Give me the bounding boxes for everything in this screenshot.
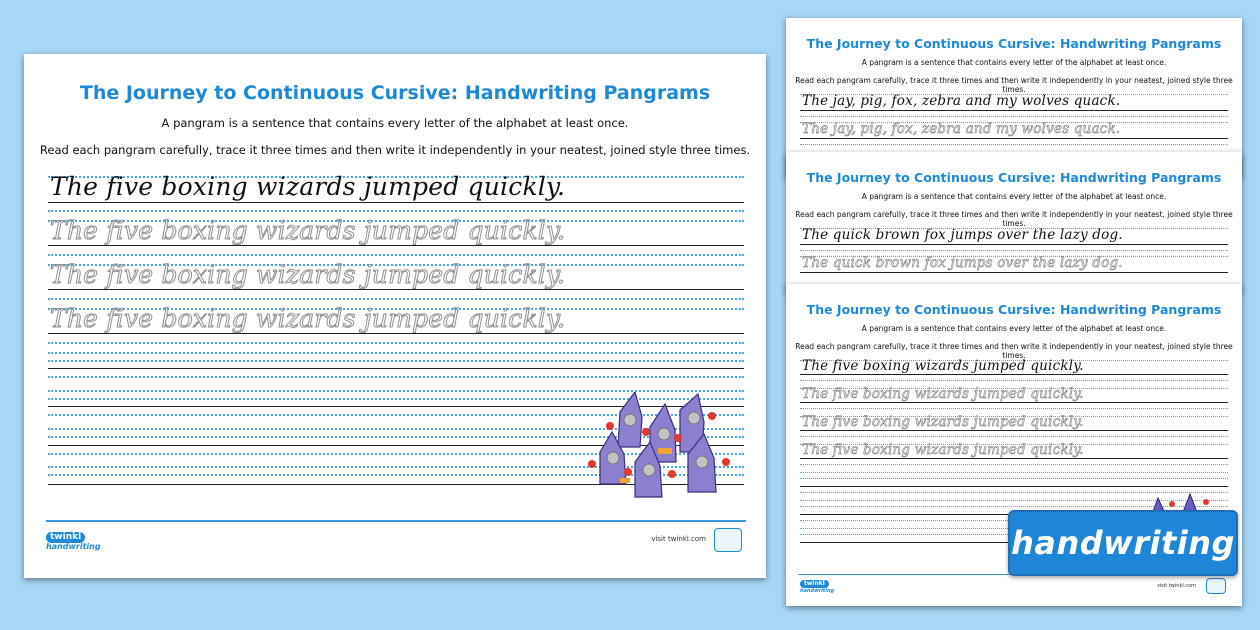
worksheet-title: The Journey to Continuous Cursive: Handwriting Pangrams: [79, 82, 711, 104]
guide-base-line: [800, 272, 1228, 273]
trace-sentence: The quick brown fox jumps over the lazy dog.: [802, 255, 1123, 271]
trace-sentence: The five boxing wizards jumped quickly.: [50, 260, 566, 289]
trace-sentence: The jay, pig, fox, zebra and my wolves quack.: [802, 121, 1121, 137]
model-sentence: The jay, pig, fox, zebra and my wolves quack.: [802, 93, 1121, 109]
footer-url: visit twinkl.com: [651, 535, 706, 543]
guide-dotted-line: [48, 352, 744, 354]
guide-base-line: [800, 458, 1228, 459]
guide-dotted-line: [800, 116, 1228, 117]
worksheet-instructions: Read each pangram carefully, trace it three times and then write it independently in your neatest, joined style three times.: [795, 342, 1233, 360]
guide-base-line: [800, 486, 1228, 487]
trace-sentence: The five boxing wizards jumped quickly.: [50, 304, 566, 333]
worksheet-intro: A pangram is a sentence that contains every letter of the alphabet at least once.: [161, 116, 629, 130]
guide-dotted-line: [800, 144, 1228, 145]
guide-base-line: [800, 244, 1228, 245]
badge-icon: [1206, 578, 1226, 594]
twinkl-logo-icon: [800, 580, 834, 594]
worksheet-intro: A pangram is a sentence that contains every letter of the alphabet at least once.: [861, 192, 1167, 201]
guide-base-line: [48, 368, 744, 369]
guide-dotted-line: [800, 472, 1228, 473]
guide-base-line: [800, 402, 1228, 403]
twinkl-logo-icon: [46, 532, 101, 552]
logo-bottom: handwriting: [46, 542, 101, 551]
guide-base-line: [48, 333, 744, 334]
guide-dotted-line: [48, 376, 744, 378]
trace-sentence: The five boxing wizards jumped quickly.: [50, 216, 566, 245]
guide-base-line: [48, 245, 744, 246]
guide-dotted-line: [800, 478, 1228, 479]
badge-icon: [714, 528, 742, 552]
guide-base-line: [800, 110, 1228, 111]
wizards-illustration-icon: [580, 392, 750, 502]
worksheet-instructions: Read each pangram carefully, trace it three times and then write it independently in your neatest, joined style three times.: [795, 210, 1233, 228]
guide-dotted-line: [48, 254, 744, 256]
model-sentence: The five boxing wizards jumped quickly.: [802, 358, 1084, 374]
guide-dotted-line: [800, 408, 1228, 409]
handwriting-banner: [1008, 510, 1238, 576]
preview-worksheet-2: [786, 152, 1242, 292]
guide-base-line: [800, 430, 1228, 431]
guide-base-line: [800, 374, 1228, 375]
logo-bottom: handwriting: [800, 588, 835, 594]
guide-base-line: [48, 202, 744, 203]
worksheet-instructions: Read each pangram carefully, trace it three times and then write it independently in your neatest, joined style three times.: [795, 76, 1233, 94]
trace-sentence: The five boxing wizards jumped quickly.: [802, 386, 1084, 402]
guide-base-line: [48, 289, 744, 290]
guide-dotted-line: [48, 298, 744, 300]
logo-top: twinkl: [46, 532, 85, 543]
logo-top: twinkl: [800, 580, 829, 588]
model-sentence: The five boxing wizards jumped quickly.: [50, 172, 566, 201]
guide-dotted-line: [48, 210, 744, 212]
worksheet-instructions: Read each pangram carefully, trace it three times and then write it independently in your neatest, joined style three times.: [39, 143, 751, 157]
worksheet-title: The Journey to Continuous Cursive: Handwriting Pangrams: [806, 302, 1222, 317]
trace-sentence: The five boxing wizards jumped quickly.: [802, 442, 1084, 458]
guide-dotted-line: [800, 380, 1228, 381]
worksheet-title: The Journey to Continuous Cursive: Handwriting Pangrams: [806, 170, 1222, 185]
guide-base-line: [800, 138, 1228, 139]
footer-url: visit twinkl.com: [1156, 583, 1196, 589]
main-worksheet: [24, 54, 766, 578]
banner-label: handwriting: [1011, 524, 1235, 562]
guide-dotted-line: [800, 464, 1228, 465]
guide-dotted-line: [48, 342, 744, 344]
trace-sentence: The five boxing wizards jumped quickly.: [802, 414, 1084, 430]
guide-dotted-line: [800, 250, 1228, 251]
worksheet-intro: A pangram is a sentence that contains every letter of the alphabet at least once.: [861, 324, 1167, 333]
worksheet-title: The Journey to Continuous Cursive: Handwriting Pangrams: [806, 36, 1222, 51]
model-sentence: The quick brown fox jumps over the lazy dog.: [802, 227, 1123, 243]
guide-dotted-line: [800, 436, 1228, 437]
worksheet-intro: A pangram is a sentence that contains every letter of the alphabet at least once.: [861, 58, 1167, 67]
guide-dotted-line: [48, 360, 744, 362]
footer-divider: [46, 520, 746, 522]
